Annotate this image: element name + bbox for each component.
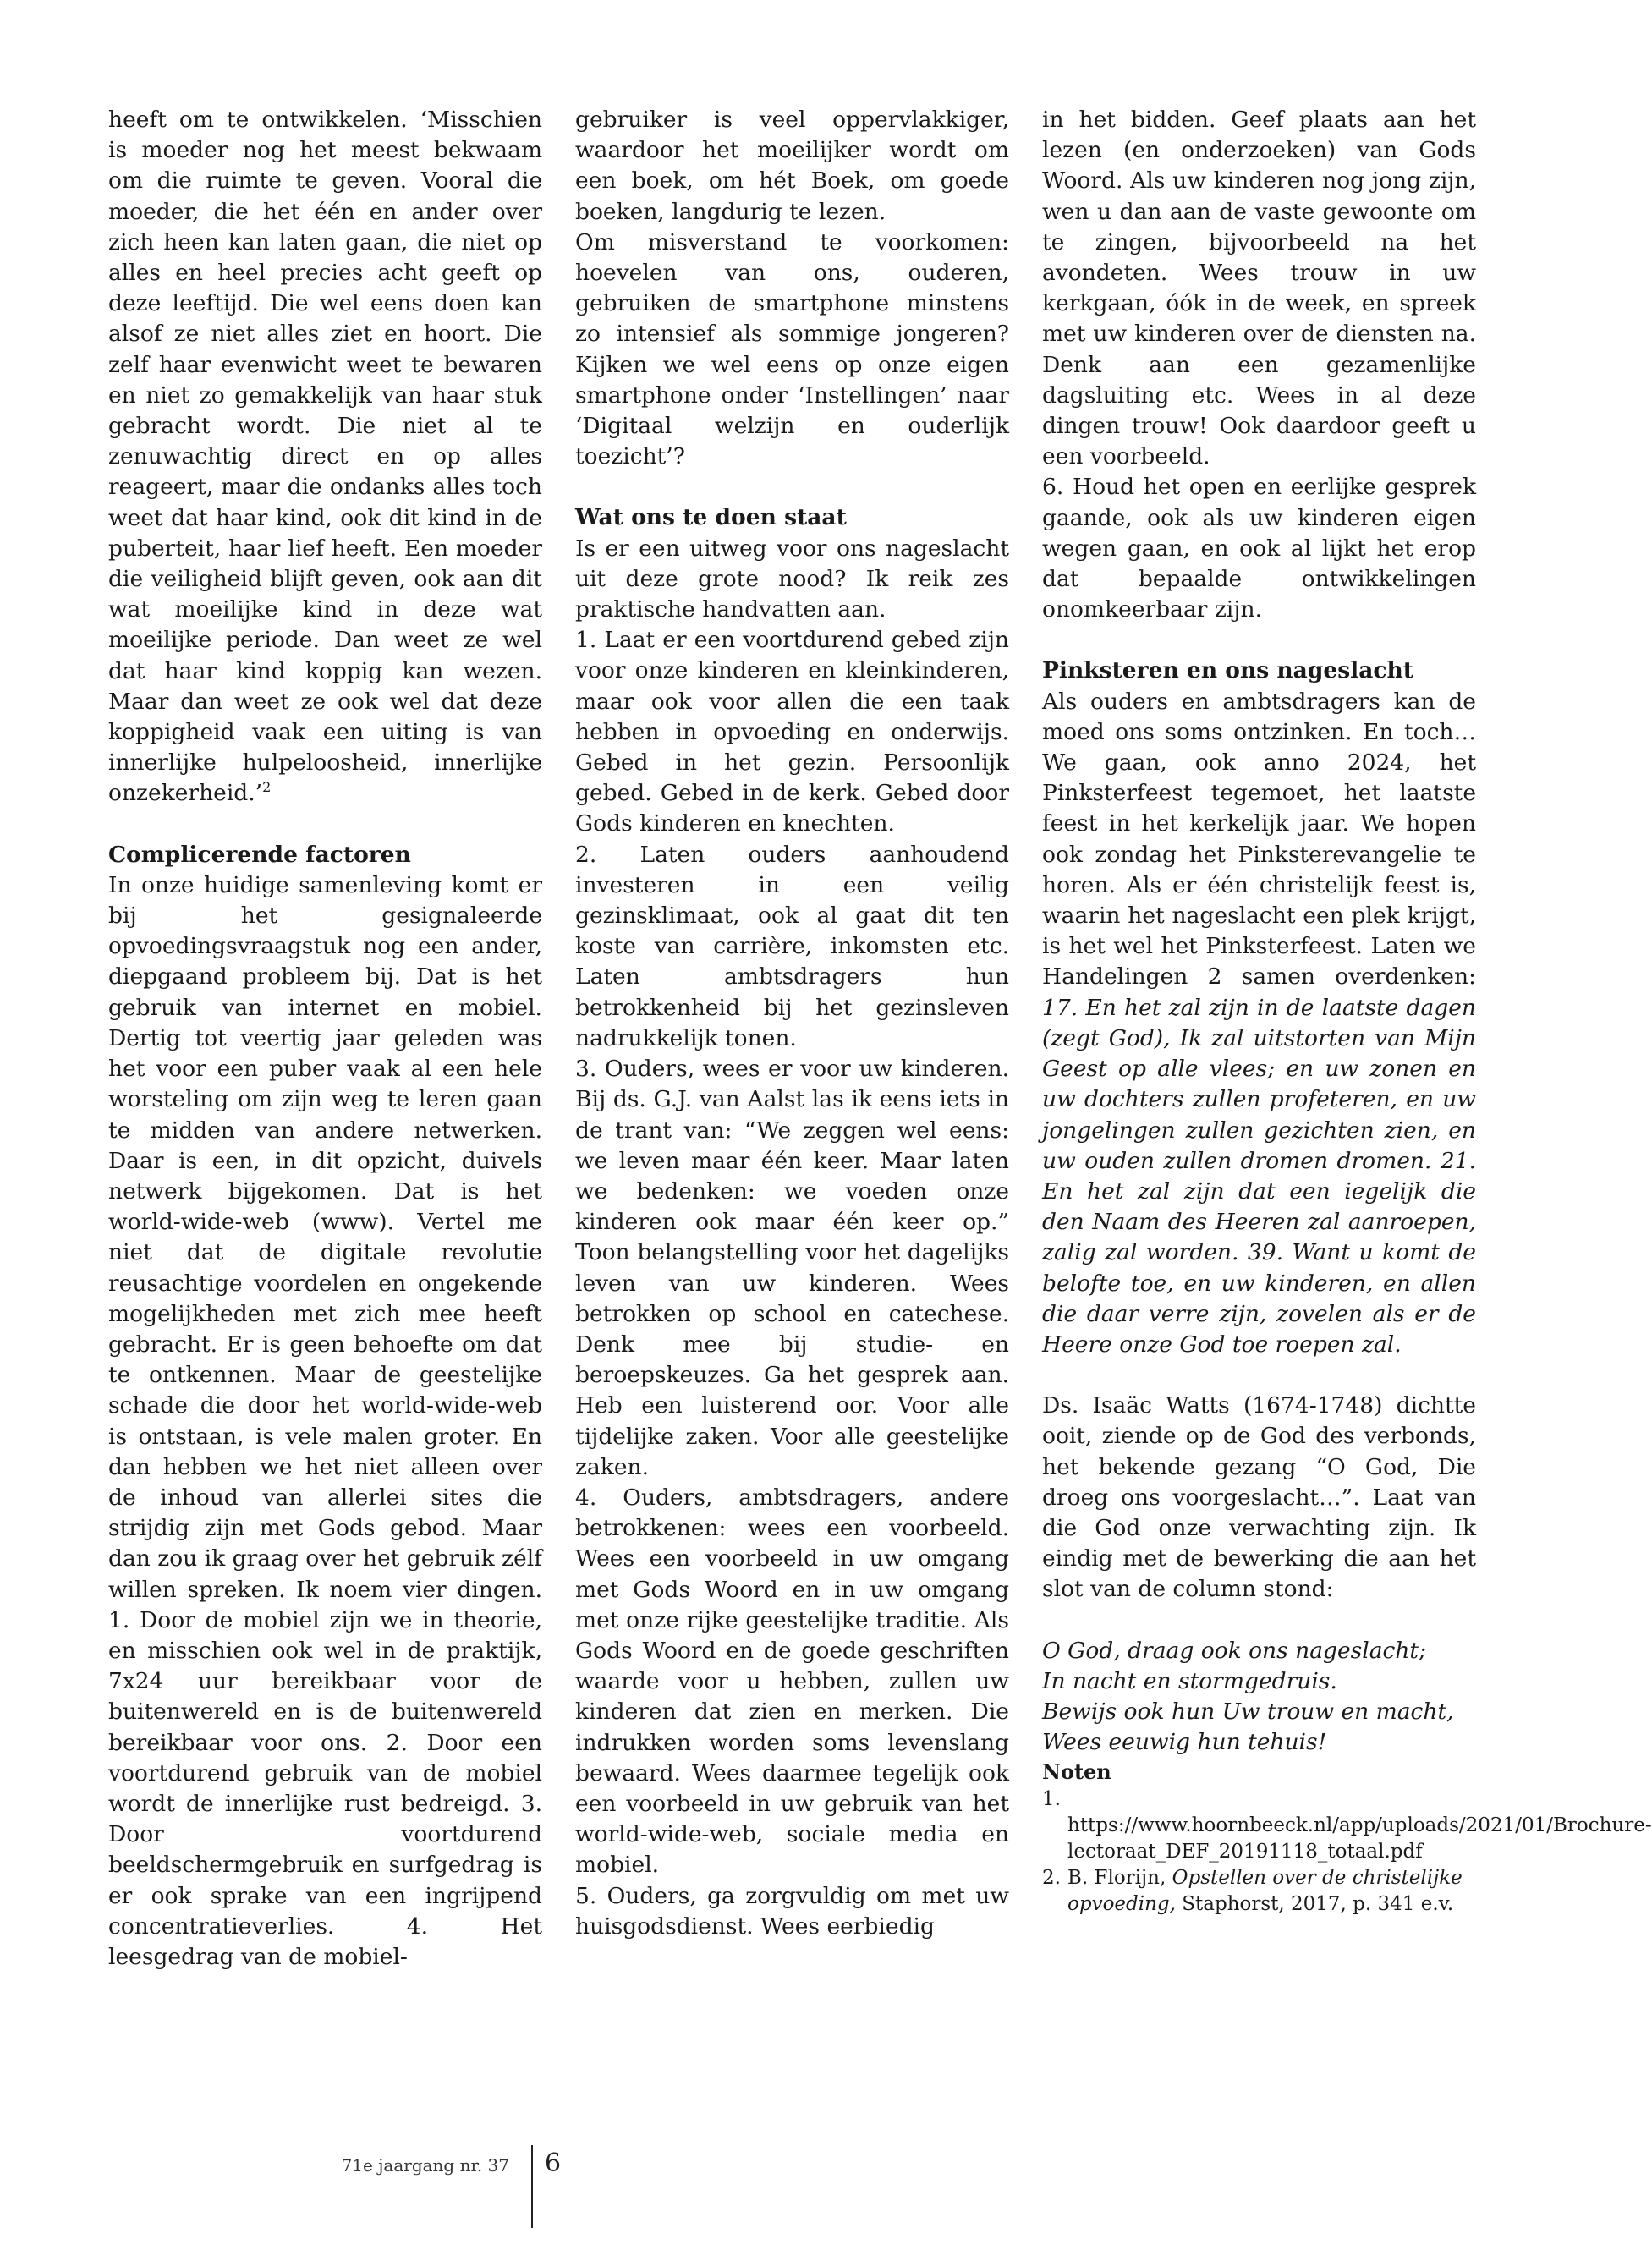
bible-quote: 17. En het zal zijn in de laatste dagen (zegt God), Ik zal uitstorten van Mijn Geest op alle vlees; en uw zonen en uw dochters zullen profeteren, en uw jongelingen zullen gezichten zien, en uw ouden zullen dromen dromen. 21. En het zal zijn dat een iegelijk die den Naam des Heeren zal aanroepen, zalig zal worden. 39. Want u komt de belofte toe, en uw kinderen, en allen die daar verre zijn, zovelen als er de Heere onze God toe roepen zal. xyxy=(1042,994,1476,1358)
poem xyxy=(1042,1636,1476,1759)
poem-line: O God, draag ook ons nageslacht; xyxy=(1042,1637,1427,1664)
poem-line: Bewijs ook hun Uw trouw en macht, xyxy=(1042,1698,1454,1725)
column-3 xyxy=(1042,105,1652,1918)
spacer xyxy=(1042,1360,1476,1391)
poem-line: In nacht en stormgedruis. xyxy=(1042,1667,1337,1694)
footnote-ref[interactable]: 2 xyxy=(262,779,272,796)
paragraph: Is er een uitweg voor ons nageslacht uit deze grote nood? Ik reik zes praktische handvatten aan. xyxy=(575,535,1009,623)
paragraph: heeft om te ontwikkelen. ‘Misschien is moeder nog het meest bekwaam om die ruimte te geven. Vooral die moeder, die het één en ander over zich heen kan laten gaan, die niet op alles en heel precies acht geeft op deze leeftijd. Die wel eens doen kan alsof ze niet alles ziet en hoort. Die zelf haar evenwicht weet te bewaren en niet zo gemakkelijk van haar stuk gebracht wordt. Die niet al te zenuwachtig direct en op alles reageert, maar die ondanks alles toch weet dat haar kind, ook dit kind in de puberteit, haar lief heeft. Een moeder die veiligheid blijft geven, ook aan dit wat moeilijke kind in deze wat moeilijke periode. Dan weet ze wel dat haar kind koppig kan wezen. Maar dan weet ze ook wel dat deze koppigheid vaak een uiting is van innerlijke hulpeloosheid, innerlijke onzekerheid.’$^2$ xyxy=(108,107,542,807)
section-heading: Wat ons te doen staat xyxy=(575,504,847,531)
paragraph: Ds. Isaäc Watts (1674-1748) dichtte ooit, ziende op de God des verbonds, het bekende gezang “O God, Die droeg ons voorgeslacht…”. Laat van die God onze verwachting zijn. Ik eindig met de bewerking die aan het slot van de column stond: xyxy=(1042,1392,1476,1603)
page-number: 6 xyxy=(545,2148,562,2178)
footer-divider xyxy=(531,2145,533,2228)
column-2 xyxy=(575,105,1009,1942)
paragraph: in het bidden. Geef plaats aan het lezen (en onderzoeken) van Gods Woord. Als uw kinderen nog jong zijn, wen u dan aan de vaste gewoonte om te zingen, bijvoorbeeld na het avondeten. Wees trouw in uw kerkgaan, óók in de week, en spreek met uw kinderen over de diensten na. Denk aan een gezamenlijke dagsluiting etc. Wees in al deze dingen trouw! Ook daardoor geeft u een voorbeeld. xyxy=(1042,107,1476,470)
spacer xyxy=(1042,1605,1476,1636)
list-item: 5. Ouders, ga zorgvuldig om met uw huisgodsdienst. Wees eerbiedig xyxy=(575,1882,1009,1940)
note-link[interactable]: https://www.hoornbeeck.nl/app/uploads/2021/01/Brochure-lectoraat_DEF_20191118_totaal.pdf xyxy=(1067,1814,1652,1863)
list-item: 2. Laten ouders aanhoudend investeren in een veilig gezinsklimaat, ook al gaat dit ten koste van carrière, inkomsten etc. Laten ambtsdragers hun betrokkenheid bij het gezinsleven nadrukkelijk tonen. xyxy=(575,841,1009,1051)
paragraph: In onze huidige samenleving komt er bij het gesignaleerde opvoedingsvraagstuk nog een ander, diepgaand probleem bij. Dat is het gebruik van internet en mobiel. Dertig tot veertig jaar geleden was het voor een puber vaak al een hele worsteling om zijn weg te leren gaan te midden van andere netwerken. Daar is een, in dit opzicht, duivels netwerk bijgekomen. Dat is het world-wide-web (www). Vertel me niet dat de digitale revolutie reusachtige voordelen en ongekende mogelijkheden met zich mee heeft gebracht. Er is geen behoefte om dat te ontkennen. Maar de geestelijke schade die door het world-wide-web is ontstaan, is vele malen groter. En dan hebben we het niet alleen over de inhoud van allerlei sites die strijdig zijn met Gods gebod. Maar dan zou ik graag over het gebruik zélf willen spreken. Ik noem vier dingen. 1. Door de mobiel zijn we in theorie, en misschien ook wel in de praktijk, 7x24 uur bereikbaar voor de buitenwereld en is de buitenwereld bereikbaar voor ons. 2. Door een voortdurend gebruik van de mobiel wordt de innerlijke rust bedreigd. 3. Door voortdurend beeldschermgebruik en surfgedrag is er ook sprake van een ingrijpend concentratieverlies. 4. Het leesgedrag van de mobiel- xyxy=(108,871,542,1970)
list-item: 4. Ouders, ambtsdragers, andere betrokkenen: wees een voorbeeld. Wees een voorbeeld in uw omgang met Gods Woord en in uw omgang met onze rijke geestelijke traditie. Als Gods Woord en de goede geschriften waarde voor u hebben, zullen uw kinderen dat zien en merken. Die indrukken worden soms levenslang bewaard. Wees daarmee tegelijk ook een voorbeeld in uw gebruik van het world-wide-web, sociale media en mobiel. xyxy=(575,1484,1009,1879)
paragraph: gebruiker is veel oppervlakkiger, waardoor het moeilijker wordt om een boek, om hét Boek, om goede boeken, langdurig te lezen. xyxy=(575,107,1009,225)
note-item: 1.https://www.hoornbeeck.nl/app/uploads/2021/01/Brochure-lectoraat_DEF_20191118_totaal.pdf xyxy=(1042,1788,1652,1863)
column-1 xyxy=(108,105,542,1973)
paragraph: Als ouders en ambtsdragers kan de moed ons soms ontzinken. En toch… We gaan, ook anno 2024, het Pinksterfeest tegemoet, het laatste feest in het kerkelijk jaar. We hopen ook zondag het Pinksterevangelie te horen. Als er één christelijk feest is, waarin het nageslacht een plek krijgt, is het wel het Pinksterfeest. Laten we Handelingen 2 samen overdenken: 17. En het zal zijn in de laatste dagen (zegt God), Ik zal uitstorten van Mijn Geest op alle vlees; en uw zonen en uw dochters zullen profeteren, en uw jongelingen zullen gezichten zien, en uw ouden zullen dromen dromen. 21. En het zal zijn dat een iegelijk die den Naam des Heeren zal aanroepen, zalig zal worden. 39. Want u komt de belofte toe, en uw kinderen, en allen die daar verre zijn, zovelen als er de Heere onze God toe roepen zal. xyxy=(1042,688,1476,1358)
list-item: 6. Houd het open en eerlijke gesprek gaande, ook als uw kinderen eigen wegen gaan, en ook al lijkt het erop dat bepaalde ontwikkelingen onomkeerbaar zijn. xyxy=(1042,474,1476,623)
list-item: 3. Ouders, wees er voor uw kinderen. Bij ds. G.J. van Aalst las ik eens iets in de trant van: “We zeggen wel eens: we leven maar één keer. Maar laten we bedenken: we voeden onze kinderen ook maar één keer op.” Toon belangstelling voor het dagelijks leven van uw kinderen. Wees betrokken op school en catechese. Denk mee bij studie- en beroepskeuzes. Ga het gesprek aan. Heb een luisterend oor. Voor alle tijdelijke zaken. Voor alle geestelijke zaken. xyxy=(575,1056,1009,1480)
notes-heading: Noten xyxy=(1042,1759,1111,1785)
note-item: 2. B. Florijn, Opstellen over de christelijke opvoeding, Staphorst, 2017, p. 341 e.v. xyxy=(1042,1867,1463,1916)
section-heading: Pinksteren en ons nageslacht xyxy=(1042,657,1414,684)
list-item: 1. Laat er een voortdurend gebed zijn voor onze kinderen en kleinkinderen, maar ook voor allen die een taak hebben in opvoeding en onderwijs. Gebed in het gezin. Persoonlijk gebed. Gebed in de kerk. Gebed door Gods kinderen en knechten. xyxy=(575,627,1009,837)
issue-label: 71e jaargang nr. 37 xyxy=(341,2155,509,2176)
paragraph: Om misverstand te voorkomen: hoevelen van ons, ouderen, gebruiken de smartphone minstens zo intensief als sommige jongeren? Kijken we wel eens op onze eigen smartphone onder ‘Instellingen’ naar ‘Digitaal welzijn en ouderlijk toezicht’? xyxy=(575,228,1009,470)
section-heading: Complicerende factoren xyxy=(108,841,411,868)
poem-line: Wees eeuwig hun tehuis! xyxy=(1042,1729,1327,1756)
